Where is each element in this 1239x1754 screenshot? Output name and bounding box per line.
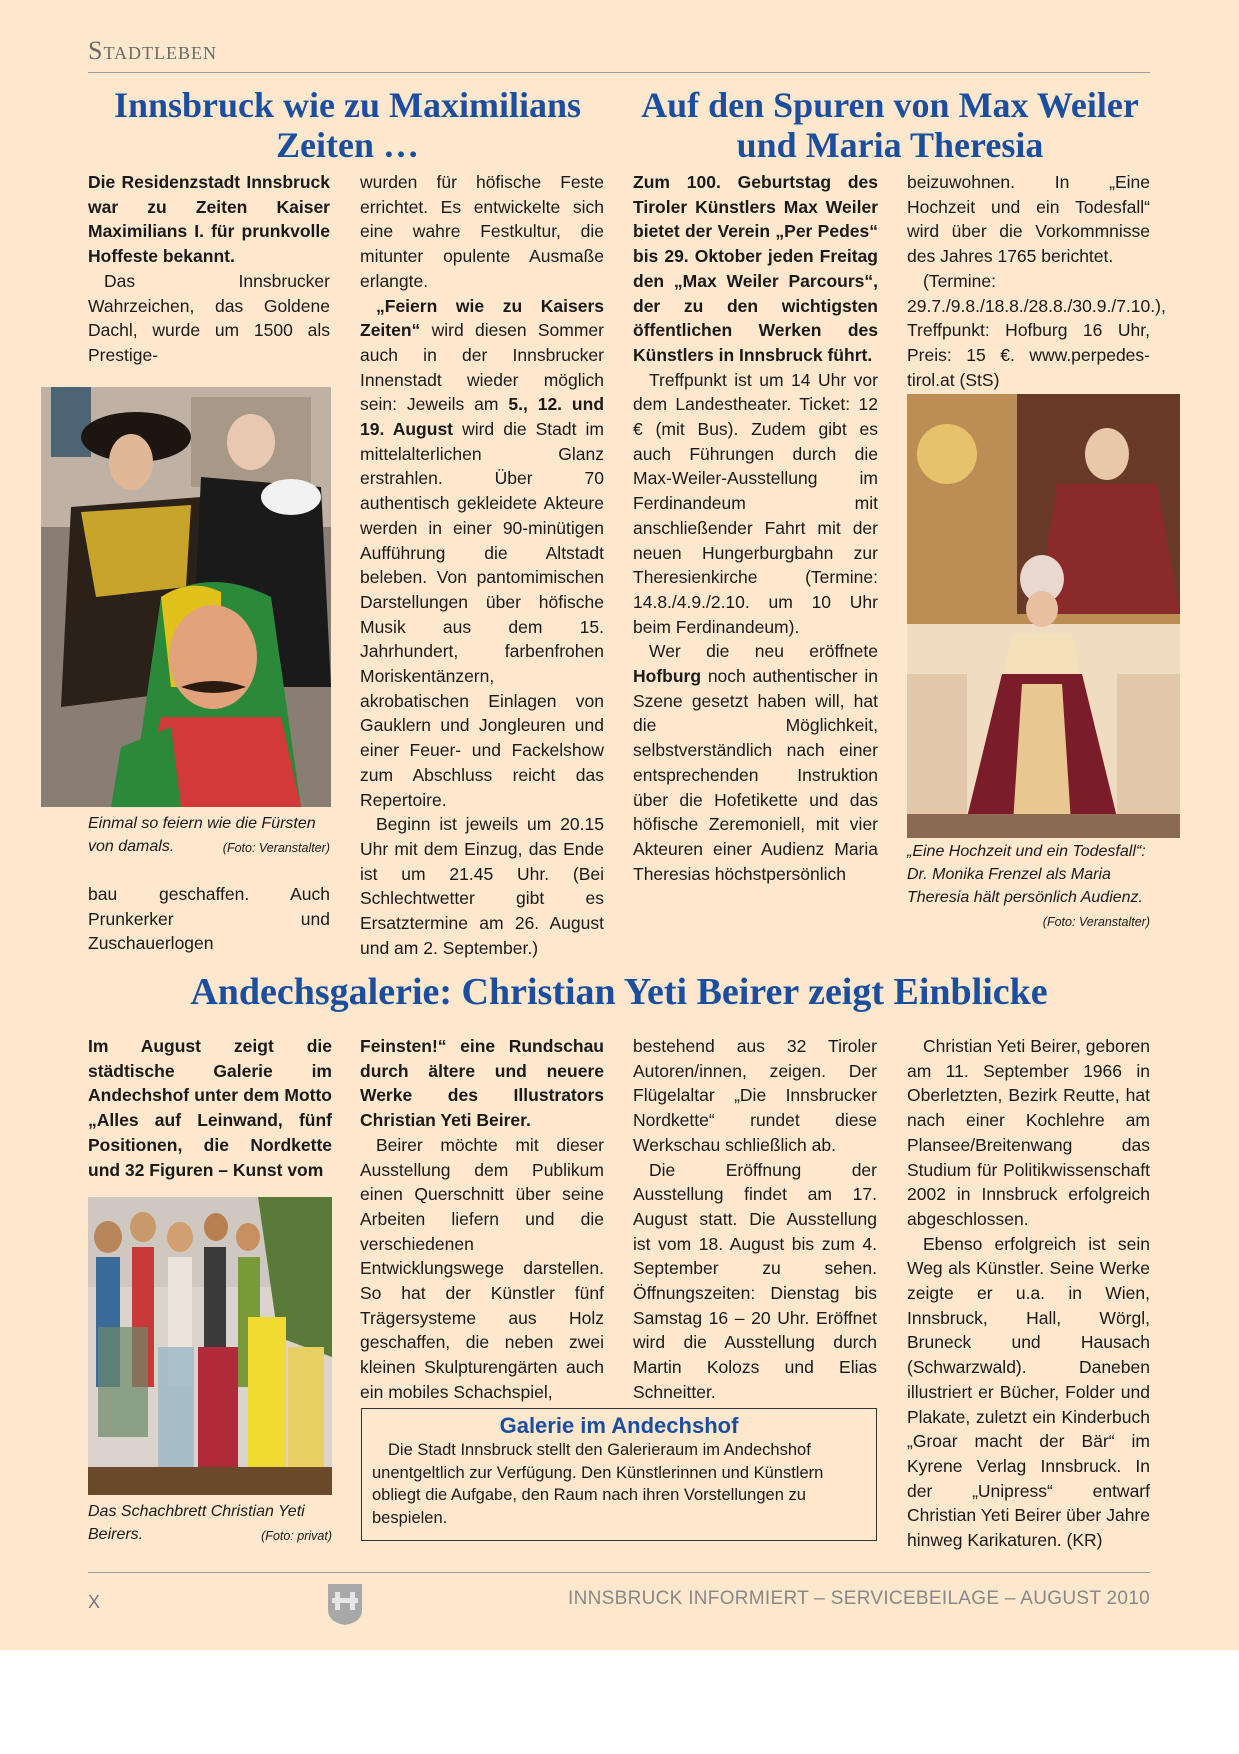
article-3-paragraph: Die Eröffnung der Ausstellung findet am 17. August statt. Die Ausstellung ist vom 18. August bis zum 4. September zu sehen. Öffnungszeiten: Dienstag bis Samstag 16 – 20 Uhr. Eröffnet wird die Ausstellung durch Martin Kolozs und Elias Schneitter. <box>633 1159 877 1402</box>
article-2-paragraph: Treffpunkt ist um 14 Uhr vor dem Landestheater. Ticket: 12 € (mit Bus). Zudem gibt es auch Führungen durch die Max-Weiler-Ausstellung im Ferdinandeum mit anschließender Fahrt mit der neuen Hungerburgbahn zur Theresienkirche (Termine: 14.8./4.9./2.10. um 10 Uhr beim Ferdinandeum). <box>633 369 878 637</box>
article-1-col-1-bottom <box>88 882 330 956</box>
article-1-headline: Innsbruck wie zu Maximilians Zeiten … <box>113 85 582 165</box>
text-run: (Termine: 29.7./9.8./18.8./28.8./30.9./7.10.), Treffpunkt: Hofburg 16 Uhr, Preis: 15 €. <box>907 270 1166 365</box>
article-3-col-4 <box>907 1034 1150 1553</box>
chessboard-caption <box>88 1500 332 1548</box>
article-2-paragraph <box>907 269 1166 393</box>
article-1-col-2 <box>360 170 604 961</box>
photo-credit: (Foto: Veranstalter) <box>1042 915 1150 929</box>
caption-text: Das Schachbrett Christian Yeti Beirers. <box>88 1503 305 1543</box>
gallery-box-title: Galerie im Andechshof <box>499 1413 739 1438</box>
text-run: Wer die neu eröffnete <box>649 641 878 662</box>
photo-credit: (Foto: privat) <box>261 1529 332 1543</box>
article-3-col-3 <box>633 1034 877 1405</box>
article-1-col-1 <box>88 170 330 368</box>
chessboard-photo <box>88 1197 332 1495</box>
caption-text: „Eine Hochzeit und ein Todesfall“: Dr. Monika Frenzel als Maria Theresia hält persönlich Audienz. <box>907 843 1146 906</box>
article-1-paragraph: Beginn ist jeweils um 20.15 Uhr mit dem Einzug, das Ende ist um 21.45 Uhr. (Bei Schlechtwetter gibt es Ersatztermine am 26. August und am 2. September.) <box>360 814 604 958</box>
article-1-paragraph: Das Innsbrucker Wahrzeichen, das Goldene Dachl, wurde um 1500 als Prestige- <box>88 270 330 365</box>
event-title: „Feiern wie zu Kaisers Zeiten“ <box>360 295 604 341</box>
text-run: wird die Stadt im mittelalterlichen Glanz erstrahlen. Über 70 authentisch gekleidete Akteure werden in einer 90-minütigen Aufführung die Altstadt beleben. Von pantomimischen Darstellungen über höfische Musik aus dem 15. Jahrhundert, farbenfrohen Moriskentänzern, akrobatischen Einlagen von Gauklern und Jongleuren und einer Feuer- und Fackelshow zum Abschluss reicht das Repertoire. <box>360 419 605 810</box>
section-label: Stadtleben <box>88 36 217 65</box>
publication-footer: INNSBRUCK INFORMIERT – SERVICEBEILAGE – AUGUST 2010 <box>568 1588 1150 1609</box>
hofburg-highlight: Hofburg <box>633 666 702 687</box>
bottom-divider <box>88 1572 1150 1573</box>
maria-theresia-caption <box>907 840 1150 934</box>
page-number: X <box>88 1592 101 1612</box>
perpedes-link[interactable]: www.perpedes-tirol.at <box>907 344 1150 390</box>
festival-photo <box>41 387 331 807</box>
article-3-col-2 <box>360 1034 604 1405</box>
maria-theresia-photo <box>907 394 1180 838</box>
article-2-headline: Auf den Spuren von Max Weiler und Maria Theresia <box>641 85 1139 165</box>
article-3-paragraph: Ebenso erfolgreich ist sein Weg als Künstler. Seine Werke zeigte er u.a. in Wien, Innsbruck, Hall, Wörgl, Bruneck und Hausach (Schwarzwald). Daneben illustriert er Bücher, Folder und Plakate, zuletzt ein Kinderbuch „Groar macht der Bär“ im Kyrene Verlag Innsbruck. In der „Unipress“ entwarf Christian Yeti Beirer über Jahre hinweg Karikaturen. (KR) <box>907 1233 1150 1551</box>
article-2-lead: Zum 100. Geburtstag des Tiroler Künstlers Max Weiler bietet der Verein „Per Pedes“ bis 29. Oktober jeden Freitag den „Max Weiler Parcours“, der zu den wichtigsten öffentlichen Werken des Künstlers in Innsbruck führt. <box>633 172 878 365</box>
event-dates: 5., 12. und 19. August <box>360 394 605 440</box>
article-1-lead: Die Residenzstadt Innsbruck war zu Zeiten Kaiser Maximilians I. für prunkvolle Hoffeste bekannt. <box>88 172 330 267</box>
article-2-col-2 <box>907 170 1166 392</box>
city-crest-icon <box>326 1582 364 1626</box>
top-divider <box>88 72 1150 73</box>
gallery-box-text: Die Stadt Innsbruck stellt den Galerieraum im Andechshof unentgeltlich zur Verfügung. Den Künstlerinnen und Künstlern obliegt die Aufgabe, den Raum nach ihren Vorstellungen zu bespielen. <box>372 1441 824 1527</box>
author-sign: (StS) <box>959 369 1000 390</box>
article-3-paragraph: Beirer möchte mit dieser Ausstellung dem Publikum einen Querschnitt über seine Arbeiten liefern und die verschiedenen Entwicklungswege darstellen. So hat der Künstler fünf Trägersysteme aus Holz geschaffen, die neben zwei kleinen Skulpturengärten auch ein mobiles Schachspiel, <box>360 1134 604 1402</box>
article-3-lead: Im August zeigt die städtische Galerie im Andechshof unter dem Motto „Alles auf Leinwand, fünf Positionen, die Nordkette und 32 Figuren – Kunst vom <box>88 1036 332 1180</box>
article-1-paragraph: bau geschaffen. Auch Prunkerker und Zuschauerlogen <box>88 884 330 954</box>
article-2-paragraph: beizuwohnen. In „Eine Hochzeit und ein Todesfall“ wird über die Vorkommnisse des Jahres 1765 berichtet. <box>907 172 1150 267</box>
article-2-paragraph <box>633 639 878 886</box>
article-3-paragraph: Christian Yeti Beirer, geboren am 11. September 1966 in Oberletzten, Bezirk Reutte, hat nach einer Kochlehre am Plansee/Breitenwang das Studium für Politikwissenschaft 2002 in Innsbruck erfolgreich abgeschlossen. <box>907 1036 1150 1229</box>
article-3-headline: Andechsgalerie: Christian Yeti Beirer zeigt Einblicke <box>190 971 1048 1013</box>
gallery-info-box <box>361 1408 877 1541</box>
article-3-col-1 <box>88 1034 332 1182</box>
article-3-lead: Feinsten!“ eine Rundschau durch ältere und neuere Werke des Illustrators Christian Yeti Beirer. <box>360 1036 604 1131</box>
festival-photo-caption <box>88 812 330 860</box>
text-run: wird diesen Sommer auch in der Innsbrucker Innenstadt wieder möglich sein: Jeweils am <box>360 320 604 415</box>
article-3-paragraph: bestehend aus 32 Tiroler Autoren/innen, zeigen. Der Flügelaltar „Die Innsbrucker Nordkette“ rundet diese Werkschau schließlich ab. <box>633 1036 877 1155</box>
text-run: noch authentischer in Szene gesetzt haben will, hat die Möglichkeit, selbstverständlich nach einer entsprechenden Instruktion über die Hofetikette und das höfische Zeremoniell, mit vier Akteuren einer Audienz Maria Theresias höchstpersönlich <box>633 666 878 884</box>
article-2-col-1 <box>633 170 878 886</box>
article-1-paragraph <box>360 294 604 813</box>
caption-text: Einmal so feiern wie die Fürsten von damals. <box>88 815 316 855</box>
photo-credit: (Foto: Veranstalter) <box>222 841 330 855</box>
article-1-paragraph: wurden für höfische Feste errichtet. Es entwickelte sich eine wahre Festkultur, die mitunter opulente Ausmaße erlangte. <box>360 172 604 291</box>
